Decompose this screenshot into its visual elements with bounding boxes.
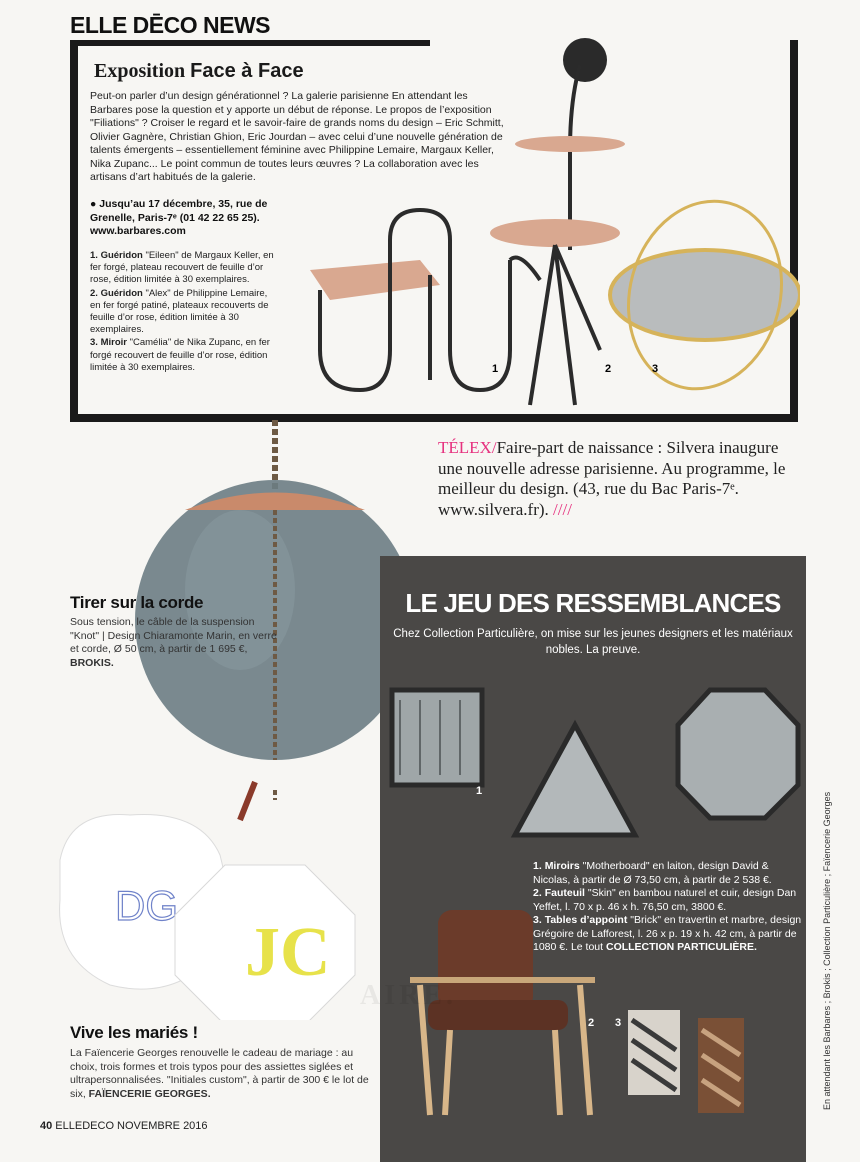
- exposition-title: [94, 60, 304, 83]
- gueridon-eileen-frame: [320, 210, 510, 390]
- jeu-item: 1. Miroirs "Motherboard" en laiton, design David & Nicolas, à partir de Ø 73,50 cm, à partir de 2 538 €.: [533, 860, 772, 886]
- telex-block: TÉLEX/Faire-part de naissance : Silvera inaugure une nouvelle adresse parisienne. Au programme, le meilleur du design. (43, rue du Bac Paris-7ᵉ. www.silvera.fr). ////: [438, 438, 786, 519]
- gueridon-alex-plate: [490, 219, 620, 247]
- photo-credit: En attendant les Barbares ; Brokis ; Collection Particulière ; Faïencerie Georges: [822, 791, 832, 1110]
- jeu-items: [533, 860, 803, 955]
- jeu-item: 2. Fauteuil "Skin" en bambou naturel et cuir, design Dan Yeffet, l. 70 x p. 46 x h. 76,50 cm, 3800 €.: [533, 887, 797, 913]
- footer-text: ELLEDECO NOVEMBRE 2016: [52, 1120, 208, 1132]
- mirror-motherboard-1: [392, 690, 482, 785]
- photo-number: 3: [615, 1017, 622, 1029]
- miroir-camelia-glass: [610, 250, 800, 340]
- exposition-item: 3. Miroir "Camélia" de Nika Zupanc, en fer forgé recouvert de feuille d’or rose, édition limitée à 30 exemplaires.: [90, 337, 270, 373]
- exposition-body: Peut-on parler d’un design générationnel ? La galerie parisienne En attendant les Barbares pose la question et y apporte un début de réponse. Le propos de l’exposition "Filiations" ? Croiser le regard et le savoir-faire de grands noms du design – Eric Schmitt, Olivier Gagnère, Christian Ghion, Eric Jourdan – avec celui d’une nouvelle génération de talents émergents – essentiellement féminine avec Philippine Lemaire, Margaux Keller, Nika Zupanc... Le point commun de toutes leurs œuvres ? La collaboration avec les artisans d’art habitués de la galerie.: [90, 90, 504, 183]
- vive-body: La Faïencerie Georges renouvelle le cadeau de mariage : au choix, trois formes et trois typos pour des assiettes siglées et ultrapersonnalisées. "Initiales custom", à partir de 300 € le lot de six, FAÏENCERIE GEORGES.: [70, 1047, 369, 1100]
- jeu-title: LE JEU DES RESSEMBLANCES: [405, 588, 781, 618]
- telex-text: Faire-part de naissance : Silvera inaugure une nouvelle adresse parisienne. Au programme, le meilleur du design. (43, rue du Bac Paris-7ᵉ. www.silvera.fr).: [438, 438, 786, 519]
- ghost-text: AIRE.: [360, 980, 458, 1011]
- plate-dg-initials: DG: [115, 882, 178, 929]
- exposition-item: 2. Guéridon "Alex" de Philippine Lemaire, en fer forgé patiné, plateaux recouverts de feuille d’or rose, édition limitée à 30 exemplaires.: [90, 287, 269, 336]
- section-header: ELLE DĒCO NEWS: [70, 12, 271, 38]
- gueridon-eileen-top: [310, 260, 440, 300]
- jeu-subtitle: Chez Collection Particulière, on mise sur les jeunes designers et les matériaux nobles. La preuve.: [393, 628, 793, 656]
- gueridon-alex-top: [515, 136, 625, 152]
- tirer-title: Tirer sur la corde: [70, 593, 204, 612]
- vive-title: Vive les mariés !: [70, 1023, 198, 1042]
- jeu-item: 3. Tables d’appoint "Brick" en travertin et marbre, design Grégoire de Lafforest, l. 26 x p. 19 x h. 42 cm, à partir de 1080 €. Le tout COLLECTION PARTICULIÈRE.: [533, 914, 802, 953]
- mirror-motherboard-2: [515, 725, 635, 835]
- exposition-title-main: Face à Face: [190, 60, 304, 82]
- plate-jc-initials: JC: [245, 914, 331, 991]
- telex-label: TÉLEX: [438, 438, 492, 457]
- photo-number: 2: [605, 363, 612, 375]
- tirer-body: Sous tension, le câble de la suspension "Knot" | Design Chiaramonte Marin, en verre et corde, Ø 50 cm, à partir de 1 695 €, BROKIS.: [70, 616, 277, 669]
- page-footer: [40, 1120, 208, 1132]
- photo-number: 3: [652, 363, 659, 375]
- exposition-info: ● Jusqu’au 17 décembre, 35, rue de Grenelle, Paris-7ᵉ (01 42 22 65 25). www.barbares.com: [90, 198, 268, 237]
- page-number: 40: [40, 1120, 53, 1132]
- exposition-photo: [280, 20, 800, 420]
- photo-number: 1: [492, 363, 499, 375]
- photo-number: 2: [588, 1017, 595, 1029]
- exposition-items: [90, 250, 280, 375]
- mirror-motherboard-3: [678, 690, 798, 818]
- exposition-title-prefix: Exposition: [94, 60, 186, 82]
- exposition-item: 1. Guéridon "Eileen" de Margaux Keller, en fer forgé, plateau recouvert de feuille d’or rose, édition limitée à 30 exemplaires.: [90, 250, 274, 286]
- gueridon-alex-disc: [563, 38, 607, 82]
- photo-number: 1: [476, 785, 483, 797]
- plates-photo: [50, 800, 360, 1020]
